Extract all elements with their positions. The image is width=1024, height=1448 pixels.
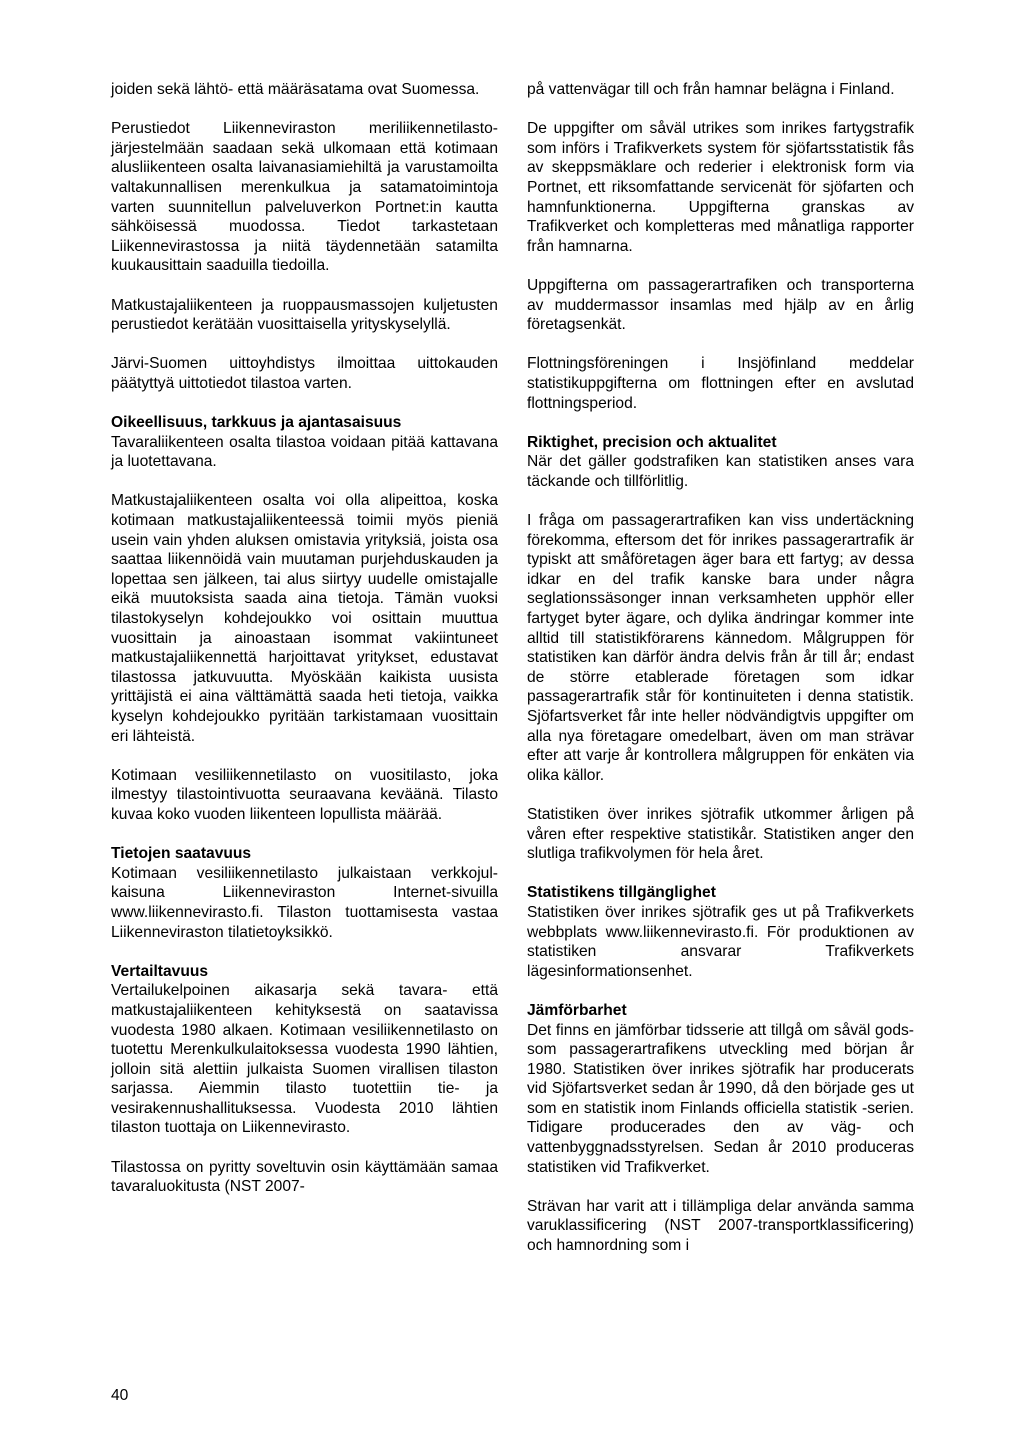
- paragraph: Tilastossa on pyritty soveltuvin osin käyttämään samaa tavaraluokitusta (NST 2007-: [111, 1158, 498, 1196]
- paragraph: Perustiedot Liikenneviraston meriliikennetilastojärjestelmään saadaan sekä ulkomaan että kotimaan alusliikenteen osalta laivanasiamiehiltä ja varustamoilta valtakunnallisen merenkulkua ja satamatoimintoja varten suunnitellun palveluverkon Portnet:in kautta sähköisessä muodossa. Tiedot tarkastetaan Liikennevirastossa ja niitä täydennetään satamilta kuukausittain saaduilla tiedoilla.: [111, 120, 498, 275]
- paragraph: Tavaraliikenteen osalta tilastoa voidaan pitää kattavana ja luotettavana.: [111, 433, 498, 471]
- paragraph: Kotimaan vesiliikennetilasto julkaistaan verkkojulkaisuna Liikenneviraston Internet-sivuilla www.liikennevirasto.fi. Tilaston tuottamisesta vastaa Liikenneviraston tilatietoyksikkö.: [111, 864, 498, 941]
- paragraph: Statistiken över inrikes sjötrafik ges ut på Trafikverkets webbplats www.liikennevirasto.fi. För produktionen av statistiken ansvarar Trafikverkets lägesinformationsenhet.: [527, 903, 914, 980]
- left-column: [111, 80, 498, 1216]
- page-number: 40: [111, 1387, 129, 1404]
- paragraph: Flottningsföreningen i Insjöfinland meddelar statistikuppgifterna om flottningen efter en avslutad flottningsperiod.: [527, 355, 914, 412]
- paragraph: När det gäller godstrafiken kan statistiken anses vara täckande och tillförlitlig.: [527, 453, 914, 490]
- paragraph: Strävan har varit att i tillämpliga delar använda samma varuklassificering (NST 2007-transportklassificering) och hamnordning som i: [527, 1197, 914, 1255]
- paragraph: Vertailukelpoinen aikasarja sekä tavara- että matkustajaliikenteen kehityksestä on saatavissa vuodesta 1980 alkaen. Kotimaan vesiliikennetilasto on tuotettu Merenkulkulaitoksessa vuodesta 1990 lähtien, jolloin sitä alettiin julkaista Suomen virallisen tilaston sarjassa. Aiemmin tilasto tuotettiin tie- ja vesirakennushallituksessa. Vuodesta 2010 lähtien tilaston tuottaja on Liikennevirasto.: [111, 982, 498, 1137]
- paragraph: Järvi-Suomen uittoyhdistys ilmoittaa uittokauden päätyttyä uittotiedot tilastoa varten.: [111, 355, 498, 392]
- paragraph: I fråga om passagerartrafiken kan viss undertäckning förekomma, eftersom det för inrikes passagerartrafik är typiskt att småföretagen äger bara ett fartyg; av dessa idkar en del trafik kanske bara under några seglationssäsonger innan verksamheten upphör eller fartyget byter ägare, och dylika ändringar kommer inte alltid till statistikförarens kännedom. Målgruppen för statistiken kan därför ändra delvis från år till år; endast de större etablerade företagen som idkar passagerartrafik står för kontinuiteten i denna statistik. Sjöfartsverket får inte heller nödvändigtvis uppgifter om alla nya företagare omedelbart, även om man strävar efter att varje år kontrollera målgruppen för enkäten via olika källor.: [527, 512, 914, 784]
- section-heading: Tietojen saatavuus: [111, 845, 252, 863]
- paragraph: Uppgifterna om passagerartrafiken och transporterna av muddermassor insamlas med hjälp av en årlig företagsenkät.: [527, 276, 914, 334]
- paragraph: på vattenvägar till och från hamnar belägna i Finland.: [527, 81, 895, 98]
- right-column: [527, 80, 914, 1275]
- section-heading: Vertailtavuus: [111, 962, 209, 980]
- paragraph: Statistiken över inrikes sjötrafik utkommer årligen på våren efter respektive statistikår. Statistiken anger den slutliga trafikvolymen för hela året.: [527, 805, 914, 863]
- paragraph: joiden sekä lähtö- että määräsatama ovat Suomessa.: [111, 81, 480, 98]
- paragraph: Det finns en jämförbar tidsserie att tillgå om såväl gods- som passagerartrafikens utveckling med början år 1980. Statistiken över inrikes sjötrafik har producerats vid Sjöfartsverket sedan år 1990, då den började ges ut som en statistik inom Finlands officiella statistik -serien. Tidigare producerades den av väg- och vattenbyggnadsstyrelsen. Sedan år 2010 produceras statistiken vid Trafikverket.: [527, 1021, 914, 1176]
- paragraph: Kotimaan vesiliikennetilasto on vuositilasto, joka ilmestyy tilastointivuotta seuraavana keväänä. Tilasto kuvaa koko vuoden liikenteen lopullista määrää.: [111, 766, 498, 823]
- section-heading: Statistikens tillgänglighet: [527, 884, 716, 902]
- paragraph: Matkustajaliikenteen osalta voi olla alipeittoa, koska kotimaan matkustajaliikenteessä toimii myös pieniä usein vain yhden aluksen omistavia yrityksiä, joista osa saattaa liikennöidä vain muutaman purjehduskauden ja lopettaa sen jälkeen, tai alus siirtyy uudelle omistajalle eikä muutoksista saada aina tietoja. Tämän vuoksi tilastokyselyn kohdejoukko voi osittain muuttua vuosittain ja ainoastaan isommat vakiintuneet matkustajaliikennettä harjoittavat yritykset, edustavat tilastossa jatkuvuutta. Myöskään kaikista uusista yrittäjistä ei aina välttämättä saada heti tietoja, vaikka kyselyn kohdejoukko pyritään tarkistamaan vuosittain eri lähteistä.: [111, 492, 498, 745]
- section-heading: Jämförbarhet: [527, 1001, 627, 1019]
- section-heading: Oikeellisuus, tarkkuus ja ajantasaisuus: [111, 414, 402, 432]
- paragraph: De uppgifter om såväl utrikes som inrikes fartygstrafik som införs i Trafikverkets system för sjöfartsstatistik fås av skeppsmäklare och rederier i elektronisk form via Portnet, ett riksomfattande servicenät för sjöfarten och hamnfunktionerna. Uppgifterna granskas av Trafikverket och kompletteras med månatliga rapporter från hamnarna.: [527, 120, 914, 255]
- section-heading: Riktighet, precision och aktualitet: [527, 433, 777, 451]
- paragraph: Matkustajaliikenteen ja ruoppausmassojen kuljetusten perustiedot kerätään vuosittaisella yrityskyselyllä.: [111, 296, 498, 334]
